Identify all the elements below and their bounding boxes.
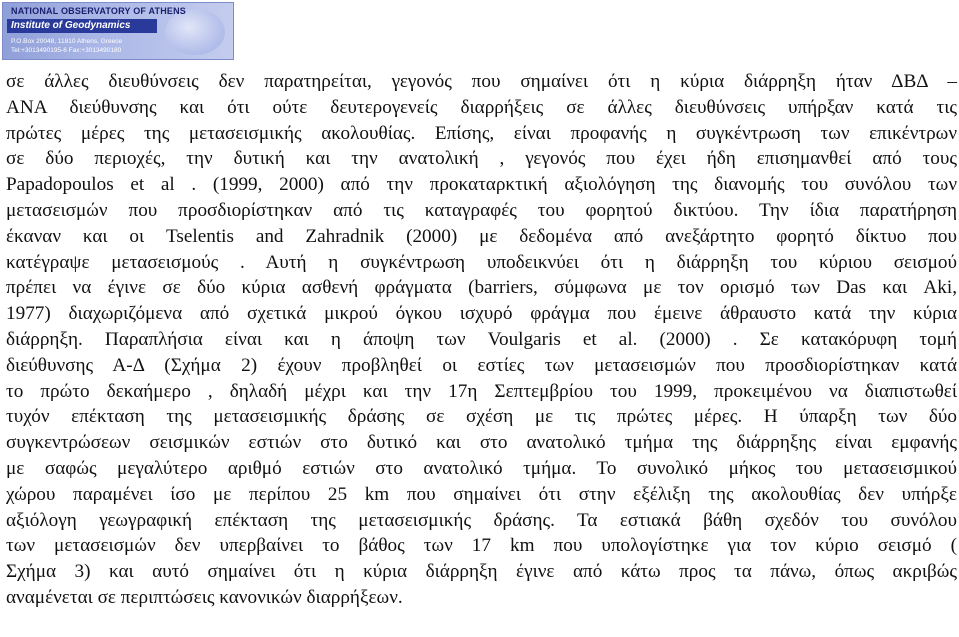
- text-line: κατέγραψε μετασεισμούς . Αυτή η συγκέντρωση υποδεικνύει ότι η διάρρηξη του κύριου σεισμού: [6, 251, 957, 273]
- text-line: τυχόν επέκταση της μετασεισμικής δράσης σε σχέση με τις πρώτες μέρες. Η ύπαρξη των δύο: [6, 406, 957, 428]
- text-line: έκαναν και οι Tselentis and Zahradnik (2000) με δεδομένα από ανεξάρτητο φορητό δίκτυο που: [6, 225, 957, 247]
- text-line: χώρου παραμένει ίσο με περίπου 25 km που σημαίνει ότι στην εξέλιξη της ακολουθίας δεν υπήρξε: [6, 483, 957, 505]
- text-line: των μετασεισμών δεν υπερβαίνει το βάθος των 17 km που υπολογίστηκε για τον κύριο σεισμό (: [6, 535, 957, 557]
- text-line: Σχήμα 3) και αυτό σημαίνει ότι η κύρια διάρρηξη έγινε από κάτω προς τα πάνω, όπως ακριβώς: [6, 561, 957, 583]
- text-line: πρέπει να έγινε σε δύο κύρια ασθενή φράγματα (barriers, σύμφωνα με τον ορισμό των Das και Aki,: [6, 277, 957, 299]
- text-line: 1977) διαχωριζόμενα από σχετικά μικρού όγκου ισχυρό φράγμα που έμεινε άθραυστο κατά την κύρια: [6, 303, 957, 325]
- text-line: αξιόλογη γεωγραφική επέκταση της μετασεισμικής δράσης. Τα εστιακά βάθη σχεδόν του συνόλου: [6, 509, 957, 531]
- text-line: με σαφώς μεγαλύτερο αριθμό εστιών στο ανατολικό τμήμα. Το συνολικό μήκος του μετασεισμικού: [6, 457, 957, 479]
- text-line: διάρρηξη. Παραπλήσια είναι και η άποψη των Voulgaris et al. (2000) . Σε κατακόρυφη τομή: [6, 328, 957, 350]
- text-line: το πρώτο δεκαήμερο , δηλαδή μέχρι και την 17η Σεπτεμβρίου του 1999, προκειμένου να διαπιστωθεί: [6, 380, 957, 402]
- logo-title: NATIONAL OBSERVATORY OF ATHENS: [11, 6, 187, 16]
- text-line: σε άλλες διευθύνσεις δεν παρατηρείται, γεγονός που σημαίνει ότι η κύρια διάρρηξη ήταν ΔΒΔ –: [6, 71, 957, 92]
- logo-phone: Tel:+3013490195-6 Fax:+3013490180: [11, 47, 122, 54]
- text-line: συγκεντρώσεων σεισμικών εστιών στο δυτικό και στο ανατολικό τμήμα της διάρρηξης είναι εμφανής: [6, 432, 957, 454]
- text-line: μετασεισμών που προσδιορίστηκαν από τις καταγραφές του φορητού δικτύου. Την ίδια παρατήρηση: [6, 199, 957, 221]
- text-line: αναμένεται σε περιπτώσεις κανονικών διαρρήξεων.: [6, 586, 403, 608]
- text-line: διεύθυνσης Α-Δ (Σχήμα 2) έχουν προβληθεί οι εστίες των μετασεισμών που προσδιορίστηκαν κατά: [6, 354, 957, 376]
- text-line: πρώτες μέρες της μετασεισμικής ακολουθίας. Επίσης, είναι προφανής η συγκέντρωση των επικέντρων: [6, 122, 957, 144]
- text-line: σε δύο περιοχές, την δυτική και την ανατολική , γεγονός που έχει ήδη επισημανθεί από τους: [6, 148, 957, 170]
- logo-address: P.O.Box 20048, 11810 Athens, Greece: [11, 38, 123, 45]
- text-line: ΑΝΑ διεύθυνσης και ότι ούτε δευτερογενείς διαρρήξεις σε άλλες διευθύνσεις υπήρξαν κατά τις: [6, 96, 957, 118]
- logo-subtitle: Institute of Geodynamics: [11, 20, 131, 31]
- text-line: Papadopoulos et al . (1999, 2000) από την προκαταρκτική αξιολόγηση της διανομής του συνόλου των: [6, 174, 957, 196]
- institute-logo: [2, 2, 234, 60]
- body-text: [6, 69, 957, 611]
